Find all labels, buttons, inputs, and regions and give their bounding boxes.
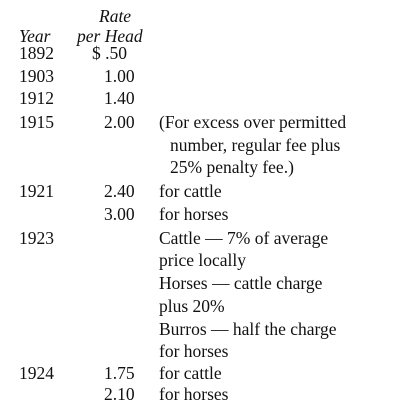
row-note: (For excess over permitted — [159, 112, 347, 132]
rate-header-line2: per Head — [77, 26, 143, 46]
row-note: for horses — [159, 384, 229, 404]
row-rate: 2.00 — [104, 112, 135, 132]
row-year: 1892 — [19, 43, 54, 63]
row-rate: 2.40 — [104, 181, 135, 201]
row-rate: 3.00 — [104, 204, 135, 224]
year-header: Year — [19, 26, 51, 46]
rate-header-line1: Rate — [99, 6, 132, 26]
row-rate: 1.75 — [104, 363, 135, 383]
row-rate: 2.10 — [104, 384, 135, 404]
row-note: Cattle — 7% of average — [159, 228, 329, 248]
row-year: 1923 — [19, 228, 54, 248]
row-year: 1921 — [19, 181, 54, 201]
row-note: for horses — [159, 204, 229, 224]
row-year: 1915 — [19, 112, 54, 132]
row-note: number, regular fee plus — [170, 135, 341, 155]
row-note: for cattle — [159, 363, 222, 383]
row-year: 1912 — [19, 88, 54, 108]
row-note: Horses — cattle charge — [159, 273, 323, 293]
row-note: Burros — half the charge — [159, 319, 337, 339]
row-note: for horses — [159, 341, 229, 361]
row-year: 1903 — [19, 66, 54, 86]
row-rate: $ .50 — [92, 43, 127, 63]
row-rate: 1.40 — [104, 88, 135, 108]
row-note: for cattle — [159, 181, 222, 201]
row-note: 25% penalty fee.) — [170, 157, 294, 177]
row-note: plus 20% — [159, 296, 225, 316]
row-note: price locally — [159, 250, 246, 270]
row-rate: 1.00 — [104, 66, 135, 86]
row-year: 1924 — [19, 363, 54, 383]
